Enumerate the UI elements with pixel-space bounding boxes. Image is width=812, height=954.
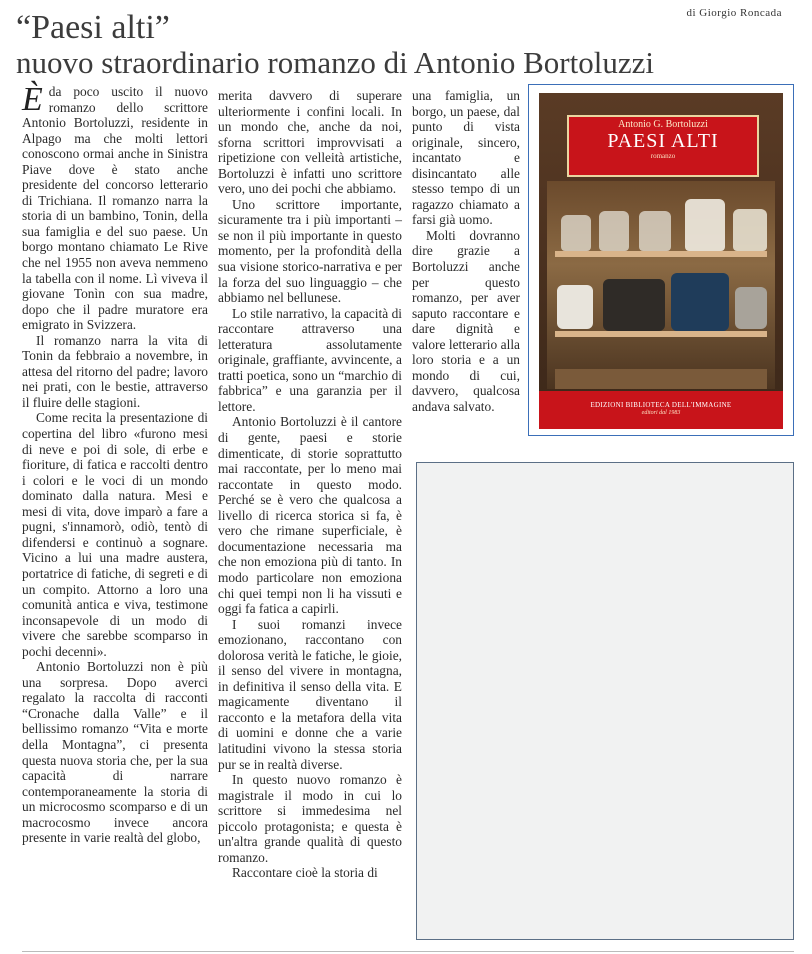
bottom-rule	[22, 951, 794, 952]
cover-photo-cupboard	[547, 181, 775, 389]
jug-icon	[557, 285, 593, 329]
byline: di Giorgio Roncada	[686, 7, 782, 19]
paragraph: In questo nuovo romanzo è magistrale il modo in cui lo scrittore si immedesima nel piccolo protagonista; e questa è un'altra grande qualità di questo romanzo.	[218, 772, 402, 865]
paragraph: una famiglia, un borgo, un paese, dal punto di vista originale, sincero, incantato e disincantato alle stesso tempo di un ragazzo chiamato a farsi già uomo.	[412, 88, 520, 228]
drop-cap: È	[22, 81, 43, 118]
paragraph: Come recita la presentazione di copertina del libro «furono mesi di neve e poi di sole, di erbe e fioriture, di fatica e raccolti dentro i colori e le voci di un mondo dominato dalla natura. Mesi e mesi di vita, dove imparò a fare a pugni, s'innamorò, odiò, tentò di difendersi e continuò a sognare. Vicino a lui una madre austera, portatrice di fatiche, di segreti e di un compito. Attorno a loro una comunità antica e viva, testimone inconsapevole di un modo di vivere che sarebbe scomparso in pochi decenni».	[22, 410, 208, 659]
jar-icon	[639, 211, 671, 251]
paragraph: Molti dovranno dire grazie a Bortoluzzi anche per questo romanzo, per aver saputo raccontare e dare dignità e valore letterario alla loro storia e a un mondo di cui, davvero, qualcosa andava salvato.	[412, 227, 520, 414]
article-column-2	[218, 88, 402, 881]
title-line-1: “Paesi alti”	[16, 9, 170, 46]
jar-icon	[561, 215, 591, 251]
shelf	[555, 331, 767, 337]
paragraph: Antonio Bortoluzzi non è più una sorpresa. Dopo averci regalato la raccolta di racconti “Cronache dalla Valle” e il bellissimo romanzo “Vita e morte della Montagna”, ci presenta questa nuova storia che, per la sua capacità di narrare contemporaneamente la storia di un microcosmo scomparso e di un macrocosmo invece ancora presente in varie realtà del globo,	[22, 659, 208, 846]
paragraph-text: da poco uscito il nuovo romanzo dello scrittore Antonio Bortoluzzi, residente in Alpago ma che molti lettori conoscono ormai anche in Sinistra Piave dove è stato anche presidente del concorso letterario di Trichiana. Il romanzo narra la storia di un bambino, Tonin, della sua famiglia e del suo paese. Un borgo montano chiamato Le Rive che nel 1955 non aveva nemmeno la tabella con il nome. Lì viveva il giovane Tonìn con sua madre, dopo che il padre muratore era emigrato in Svizzera.	[22, 84, 208, 333]
paragraph: Lo stile narrativo, la capacità di raccontare attraverso una letteratura assolutamente originale, graffiante, avvincente, a tratti poetica, sono un “marchio di fabbrica” e una garanzia per il lettore.	[218, 305, 402, 414]
book-cover-frame	[528, 84, 794, 436]
cover-publisher-band	[539, 391, 783, 429]
paragraph	[22, 81, 208, 333]
tin-icon	[735, 287, 767, 329]
cover-author: Antonio G. Bortoluzzi	[618, 119, 708, 130]
paragraph: Il romanzo narra la vita di Tonin da febbraio a novembre, in attesa del ritorno del padre; lavoro nei prati, con le bestie, attraverso il fluire delle stagioni.	[22, 332, 208, 410]
article-column-3	[412, 88, 520, 414]
cover-publisher: EDIZIONI BIBLIOTECA DELL'IMMAGINE	[590, 401, 732, 409]
shelf	[555, 251, 767, 257]
cover-publisher-since: editori dal 1983	[641, 410, 681, 416]
jar-icon	[599, 211, 629, 251]
pot-icon	[603, 279, 665, 331]
book-cover	[539, 93, 783, 429]
kettle-icon	[671, 273, 729, 331]
article-column-1	[22, 81, 208, 846]
cover-title: PAESI ALTI	[607, 130, 719, 152]
paragraph: Raccontare cioè la storia di	[232, 865, 378, 881]
paragraph: merita davvero di superare ulteriormente i confini locali. In un mondo che, anche da noi, sforna scrittori improvvisati a ripetizione con velleità artistiche, Bortoluzzi è infatti uno scrittore vero, uno dei pochi che abbiamo.	[218, 88, 402, 197]
empty-grey-box	[416, 462, 794, 940]
title-line-2: nuovo straordinario romanzo di Antonio Bortoluzzi	[16, 45, 654, 80]
paragraph: Antonio Bortoluzzi è il cantore di gente, paesi e storie dimenticate, di storie soprattutto mai raccontate, per lo meno mai raccontate in questo modo. Perché se è vero che qualcosa a livello di ricerca storica si fa, è vero che rimane superficiale, è documentazione necessaria ma che non emoziona più di tanto. In modo particolare non emoziona chi quei tempi non li ha vissuti e oggi fa fatica a capirli.	[218, 414, 402, 617]
cup-icon	[733, 209, 767, 251]
article-title	[16, 10, 806, 80]
teapot-icon	[685, 199, 725, 251]
cover-title-box	[567, 115, 759, 177]
paragraph: Uno scrittore importante, sicuramente tra i più importanti – se non il più importante in questo momento, per la profondità della sua visione storico-narrativa e per la forza del suo linguaggio – che abbiamo nel bellunese.	[218, 196, 402, 306]
paragraph: I suoi romanzi invece emozionano, raccontano con dolorosa verità le fatiche, le gioie, il senso del vivere in montagna, in definitiva il senso della vita. E magicamente diventano il racconto e la metafora della vita di uomini e donne che a varie latitudini vivono la stessa storia pur se in realtà diverse.	[218, 616, 402, 772]
cupboard-base	[555, 369, 767, 389]
cover-subtitle: romanzo	[650, 152, 676, 160]
